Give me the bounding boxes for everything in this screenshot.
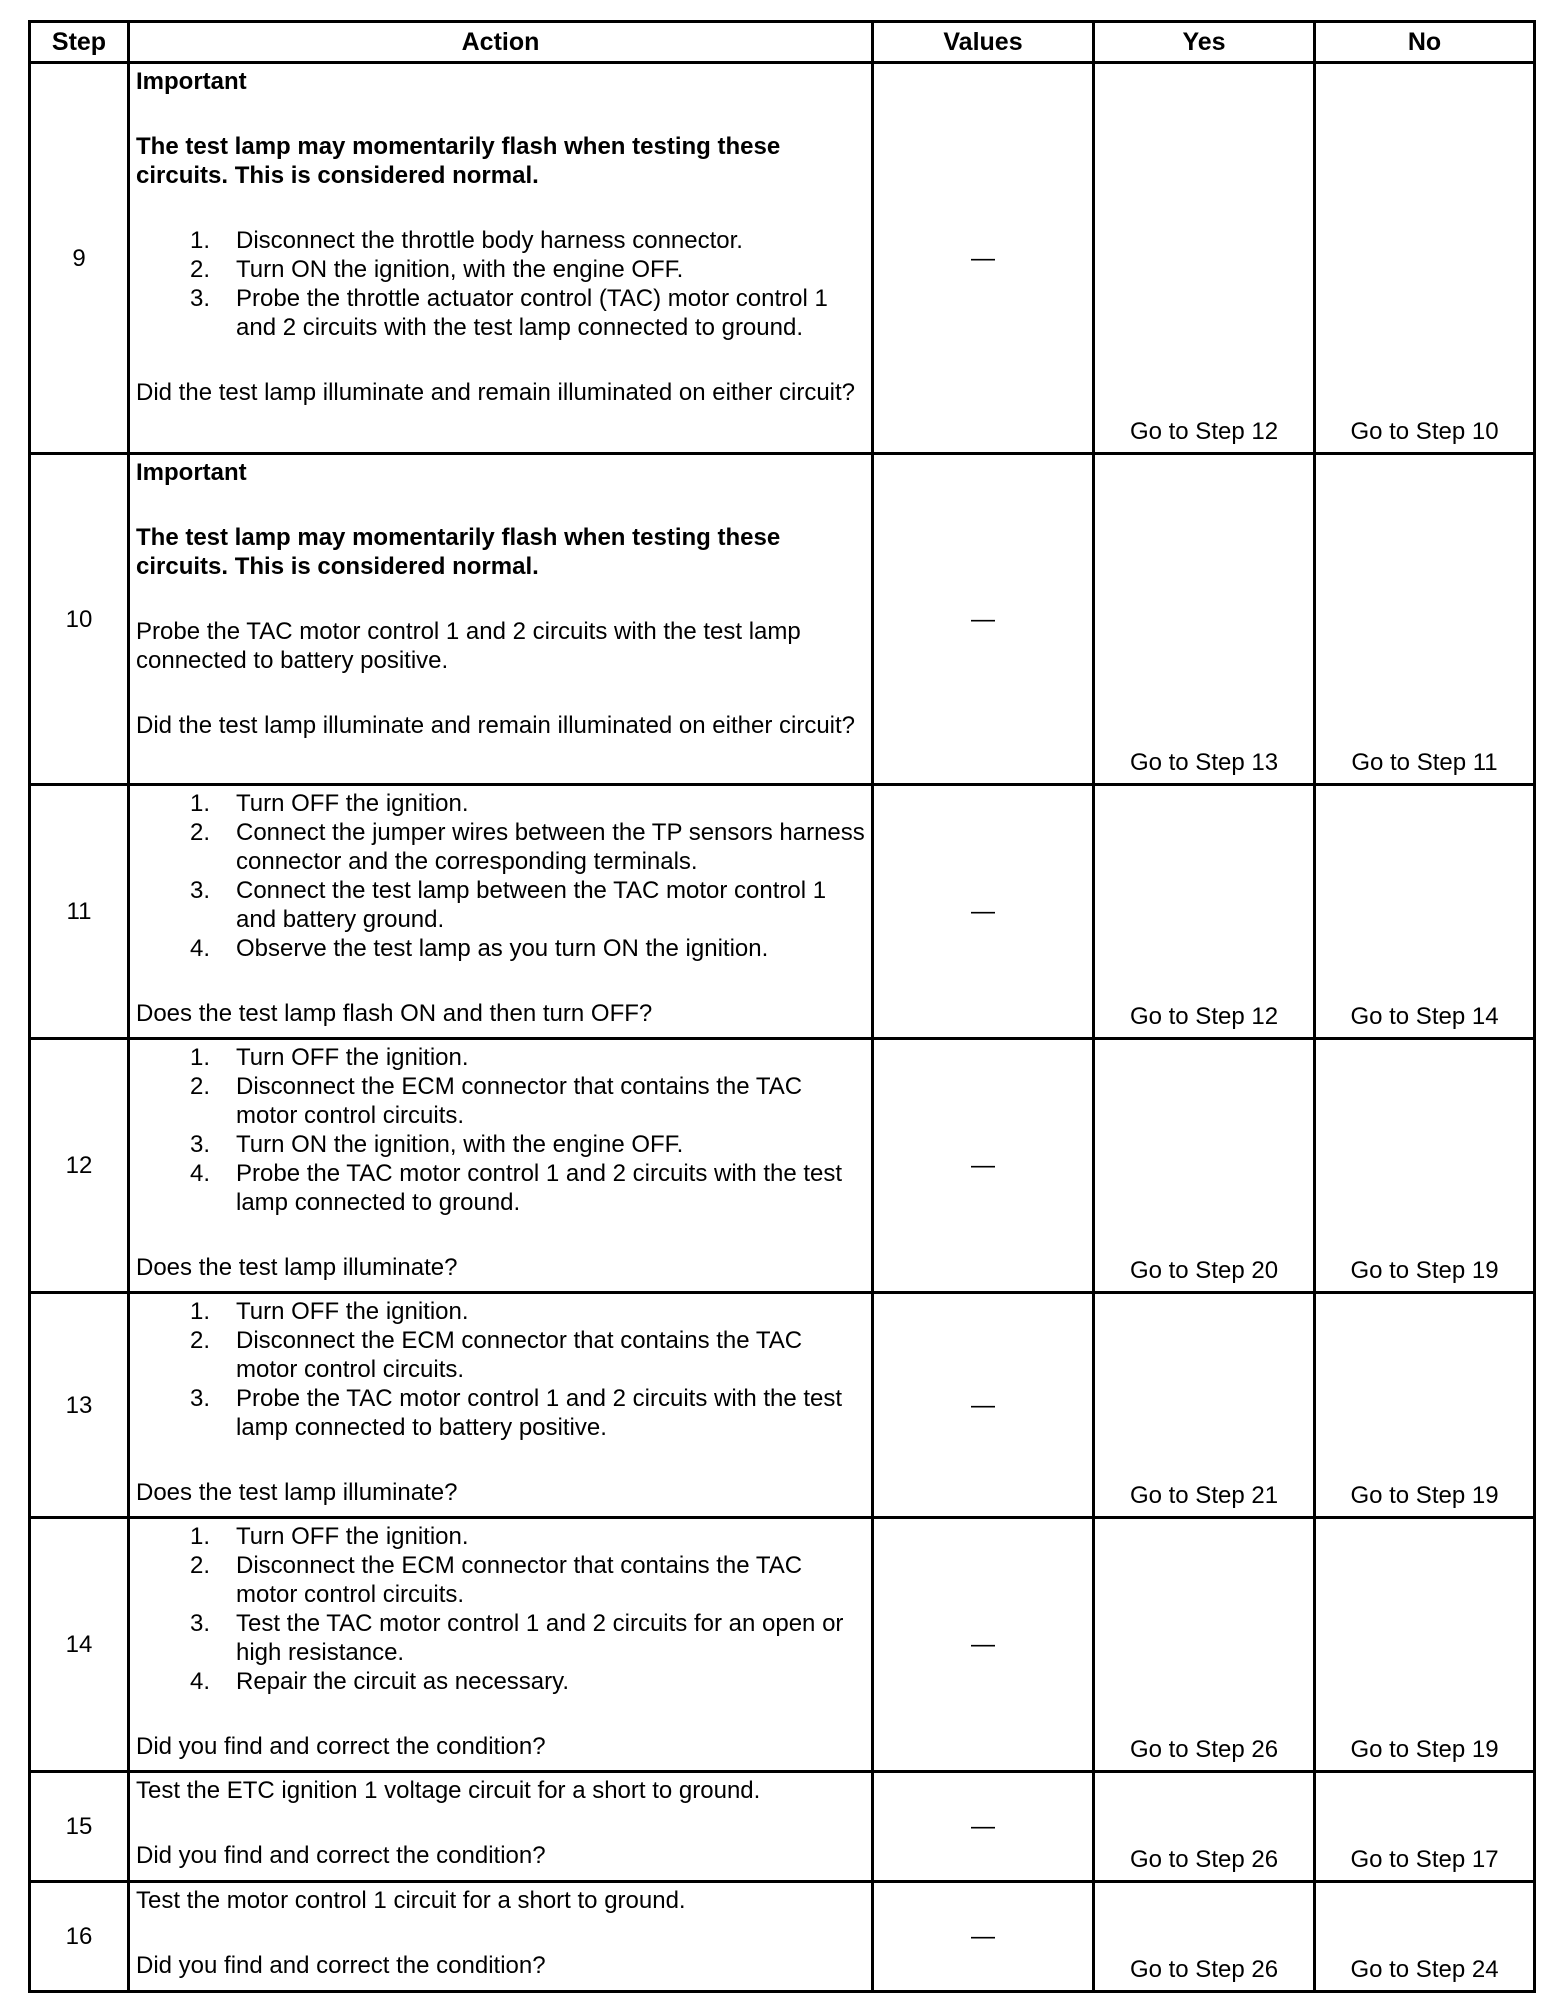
list-item: 1. Turn OFF the ignition. (189, 1298, 469, 1325)
values-cell: — (873, 1518, 1094, 1772)
important-text: The test lamp may momentarily flash when testing these circuits. This is considered normal. (136, 133, 781, 189)
action-cell (129, 63, 873, 454)
step-number: 13 (30, 1293, 129, 1518)
question-text: Did you find and correct the condition? (136, 1733, 546, 1760)
important-label: Important (136, 459, 247, 486)
action-cell (129, 1293, 873, 1518)
no-cell (1315, 1518, 1535, 1772)
action-cell (129, 785, 873, 1039)
no-goto-link[interactable]: Go to Step 19 (1350, 1257, 1499, 1284)
question-text: Does the test lamp illuminate? (136, 1479, 458, 1506)
table-row (30, 1293, 1535, 1518)
header-action: Action (129, 22, 873, 63)
no-cell (1315, 1882, 1535, 1992)
yes-cell (1094, 1293, 1315, 1518)
list-item: 3. Probe the TAC motor control 1 and 2 circuits with the test lamp connected to battery positive. (189, 1385, 843, 1441)
procedure-list (136, 226, 865, 342)
header-row (30, 22, 1535, 63)
step-number: 9 (30, 63, 129, 454)
important-label: Important (136, 68, 247, 95)
list-item: 1. Disconnect the throttle body harness connector. (189, 227, 743, 254)
instruction-text: Probe the TAC motor control 1 and 2 circuits with the test lamp connected to battery positive. (136, 618, 801, 674)
yes-goto-link[interactable]: Go to Step 20 (1129, 1257, 1279, 1284)
yes-cell (1094, 1772, 1315, 1882)
question-text: Does the test lamp flash ON and then turn OFF? (136, 1000, 653, 1027)
procedure-list (136, 1297, 865, 1442)
yes-cell (1094, 1518, 1315, 1772)
values-cell: — (873, 785, 1094, 1039)
list-item: 4. Repair the circuit as necessary. (189, 1668, 570, 1695)
no-cell (1315, 1772, 1535, 1882)
question-text: Did the test lamp illuminate and remain illuminated on either circuit? (136, 712, 856, 739)
procedure-list (136, 789, 865, 963)
step-number: 10 (30, 454, 129, 785)
yes-goto-link[interactable]: Go to Step 26 (1129, 1846, 1279, 1873)
list-item: 2. Connect the jumper wires between the TP sensors harness connector and the corresponding terminals. (189, 819, 865, 875)
values-cell: — (873, 63, 1094, 454)
table-row (30, 785, 1535, 1039)
question-text: Does the test lamp illuminate? (136, 1254, 458, 1281)
no-goto-link[interactable]: Go to Step 24 (1350, 1956, 1499, 1983)
list-item: 4. Probe the TAC motor control 1 and 2 circuits with the test lamp connected to ground. (189, 1160, 843, 1216)
yes-goto-link[interactable]: Go to Step 21 (1129, 1482, 1279, 1509)
header-values: Values (873, 22, 1094, 63)
no-goto-link[interactable]: Go to Step 19 (1350, 1736, 1499, 1763)
yes-cell (1094, 1882, 1315, 1992)
yes-goto-link[interactable]: Go to Step 12 (1129, 418, 1279, 445)
action-cell (129, 1882, 873, 1992)
values-cell: — (873, 1772, 1094, 1882)
question-text: Did the test lamp illuminate and remain illuminated on either circuit? (136, 379, 856, 406)
table-row (30, 1772, 1535, 1882)
table-row (30, 63, 1535, 454)
action-cell (129, 1518, 873, 1772)
step-number: 14 (30, 1518, 129, 1772)
list-item: 4. Observe the test lamp as you turn ON the ignition. (189, 935, 769, 962)
yes-goto-link[interactable]: Go to Step 26 (1129, 1956, 1279, 1983)
list-item: 3. Turn ON the ignition, with the engine OFF. (189, 1131, 684, 1158)
no-goto-link[interactable]: Go to Step 11 (1351, 749, 1498, 776)
procedure-list (136, 1043, 865, 1217)
important-text: The test lamp may momentarily flash when testing these circuits. This is considered normal. (136, 524, 781, 580)
values-cell: — (873, 454, 1094, 785)
yes-cell (1094, 1039, 1315, 1293)
header-yes: Yes (1094, 22, 1315, 63)
no-goto-link[interactable]: Go to Step 14 (1350, 1003, 1499, 1030)
no-cell (1315, 1039, 1535, 1293)
question-text: Did you find and correct the condition? (136, 1842, 546, 1869)
list-item: 2. Disconnect the ECM connector that contains the TAC motor control circuits. (189, 1073, 803, 1129)
step-number: 16 (30, 1882, 129, 1992)
list-item: 1. Turn OFF the ignition. (189, 790, 469, 817)
no-cell (1315, 454, 1535, 785)
instruction-text: Test the ETC ignition 1 voltage circuit for a short to ground. (136, 1777, 761, 1804)
no-cell (1315, 785, 1535, 1039)
action-cell (129, 454, 873, 785)
list-item: 2. Disconnect the ECM connector that contains the TAC motor control circuits. (189, 1552, 803, 1608)
yes-goto-link[interactable]: Go to Step 13 (1129, 749, 1279, 776)
yes-goto-link[interactable]: Go to Step 12 (1129, 1003, 1279, 1030)
no-goto-link[interactable]: Go to Step 10 (1350, 418, 1499, 445)
action-cell (129, 1039, 873, 1293)
no-goto-link[interactable]: Go to Step 19 (1350, 1482, 1499, 1509)
yes-cell (1094, 63, 1315, 454)
action-cell (129, 1772, 873, 1882)
step-number: 12 (30, 1039, 129, 1293)
table-row (30, 1882, 1535, 1992)
no-goto-link[interactable]: Go to Step 17 (1350, 1846, 1499, 1873)
table-row (30, 454, 1535, 785)
list-item: 3. Test the TAC motor control 1 and 2 circuits for an open or high resistance. (189, 1610, 844, 1666)
diagnostic-table (28, 20, 1536, 1993)
values-cell: — (873, 1293, 1094, 1518)
yes-cell (1094, 785, 1315, 1039)
no-cell (1315, 63, 1535, 454)
header-step: Step (30, 22, 129, 63)
table-row (30, 1039, 1535, 1293)
table-row (30, 1518, 1535, 1772)
list-item: 1. Turn OFF the ignition. (189, 1523, 469, 1550)
yes-cell (1094, 454, 1315, 785)
list-item: 3. Connect the test lamp between the TAC motor control 1 and battery ground. (189, 877, 827, 933)
instruction-text: Test the motor control 1 circuit for a short to ground. (136, 1887, 686, 1914)
step-number: 11 (30, 785, 129, 1039)
header-no: No (1315, 22, 1535, 63)
no-cell (1315, 1293, 1535, 1518)
question-text: Did you find and correct the condition? (136, 1952, 546, 1979)
list-item: 2. Disconnect the ECM connector that contains the TAC motor control circuits. (189, 1327, 803, 1383)
list-item: 1. Turn OFF the ignition. (189, 1044, 469, 1071)
yes-goto-link[interactable]: Go to Step 26 (1129, 1736, 1279, 1763)
values-cell: — (873, 1039, 1094, 1293)
list-item: 2. Turn ON the ignition, with the engine OFF. (189, 256, 684, 283)
values-cell: — (873, 1882, 1094, 1992)
list-item: 3. Probe the throttle actuator control (TAC) motor control 1 and 2 circuits with the test lamp connected to ground. (189, 285, 828, 341)
procedure-list (136, 1522, 865, 1696)
step-number: 15 (30, 1772, 129, 1882)
